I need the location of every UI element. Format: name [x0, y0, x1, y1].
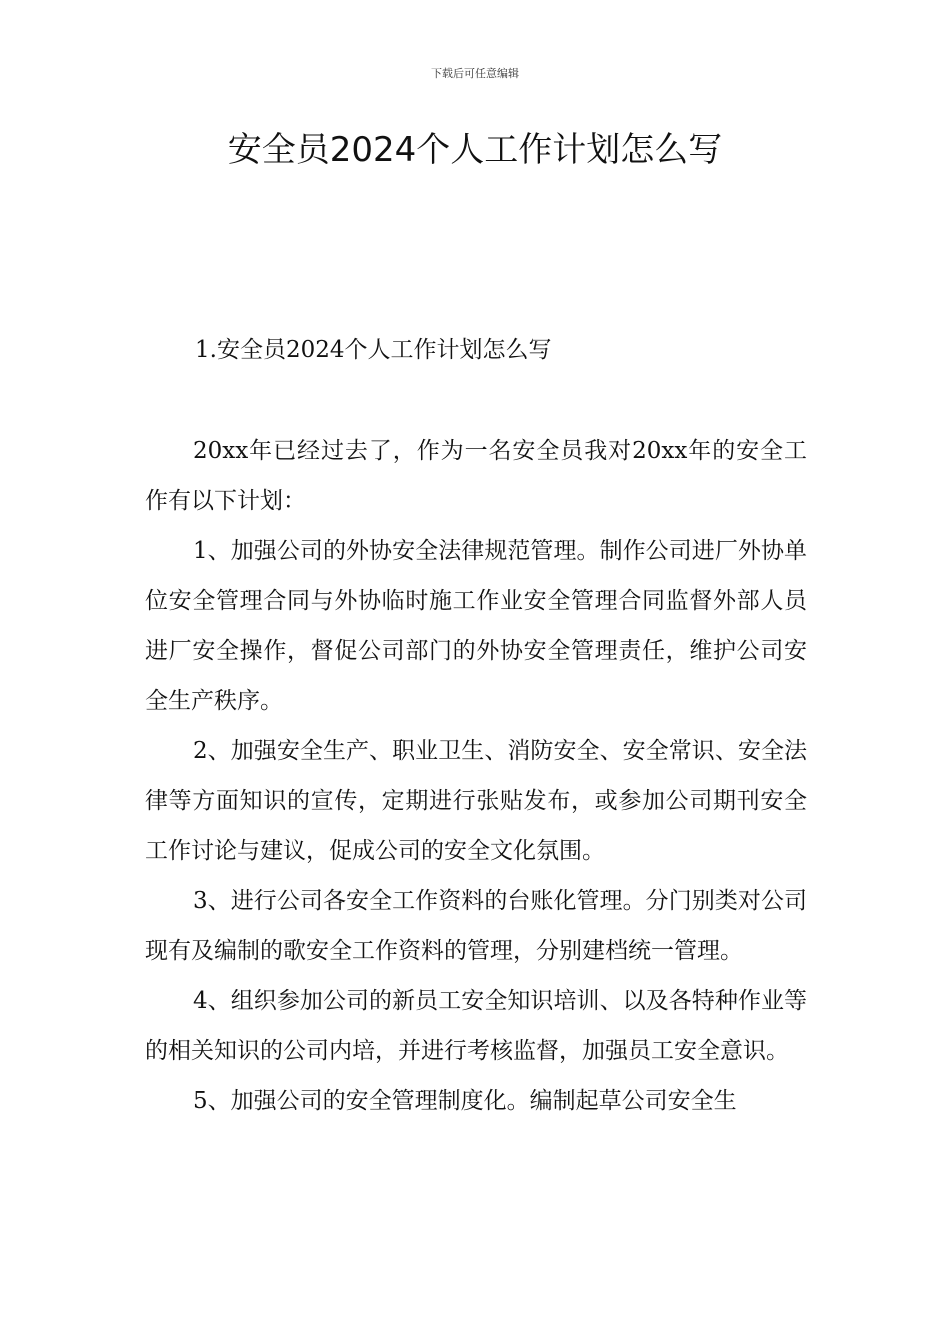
paragraph-item-4: 4、组织参加公司的新员工安全知识培训、以及各特种作业等的相关知识的公司内培，并进行考核监督，加强员工安全意识。	[145, 988, 807, 1064]
paragraph-item-3: 3、进行公司各安全工作资料的台账化管理。分门别类对公司现有及编制的歌安全工作资料的管理，分别建档统一管理。	[145, 888, 807, 964]
body-text	[145, 426, 807, 1126]
section-heading: 1.安全员2024个人工作计划怎么写	[195, 337, 552, 363]
paragraph-item-1: 1、加强公司的外协安全法律规范管理。制作公司进厂外协单位安全管理合同与外协临时施工作业安全管理合同监督外部人员进厂安全操作，督促公司部门的外协安全管理责任，维护公司安全生产秩序。	[145, 538, 807, 714]
document-title: 安全员2024个人工作计划怎么写	[227, 130, 723, 170]
paragraph-intro: 20xx年已经过去了，作为一名安全员我对20xx年的安全工作有以下计划：	[145, 438, 807, 514]
paragraph-item-2: 2、加强安全生产、职业卫生、消防安全、安全常识、安全法律等方面知识的宣传，定期进行张贴发布，或参加公司期刊安全工作讨论与建议，促成公司的安全文化氛围。	[145, 738, 807, 864]
header-note: 下载后可任意编辑	[431, 67, 519, 80]
paragraph-item-5: 5、加强公司的安全管理制度化。编制起草公司安全生	[193, 1088, 737, 1114]
